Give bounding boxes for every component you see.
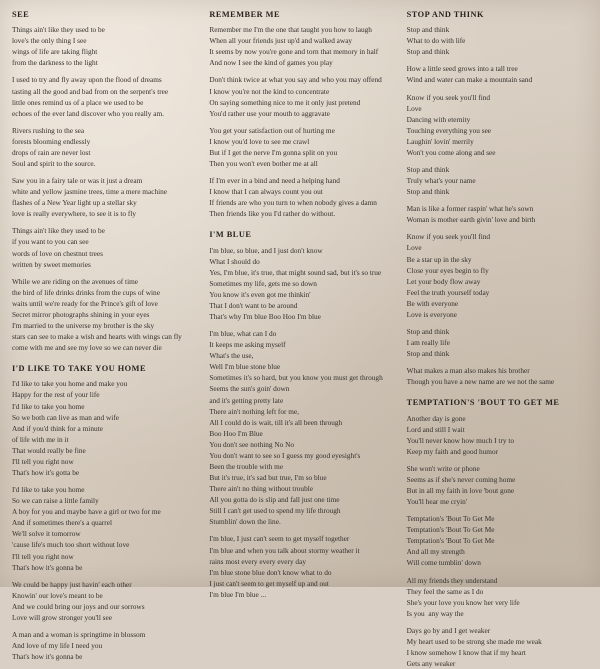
lyric-line: There ain't nothing left for me, <box>209 406 299 416</box>
lyric-line: little ones remind us of a place we used to be <box>12 97 144 107</box>
lyric-line: I'm blue, so blue, and I just don't know <box>209 245 323 255</box>
lyric-line: Stop and think <box>406 164 450 174</box>
lyric-line: That I don't want to be around <box>209 300 298 310</box>
lyric-line: Love <box>406 103 422 113</box>
song-title: I'M BLUE <box>209 230 252 240</box>
lyric-line: Yes, I'm blue, it's true, that might sound sad, but it's so true <box>209 267 382 277</box>
lyric-line: Stop and think <box>406 327 450 336</box>
lyric-line: Soul and spirit to the source. <box>12 158 96 168</box>
lyric-line: Love will grow stronger you'll see <box>12 612 113 622</box>
stanza <box>209 125 390 169</box>
lyric-line: words of love on chestnut trees <box>12 248 103 258</box>
lyric-line: love is really everywhere, to see it is to fly <box>12 209 137 219</box>
lyric-line: Temptation's 'Bout To Get Me <box>406 514 495 524</box>
lyric-line: Though you have a new name are we not the same <box>406 377 555 387</box>
stanza <box>407 463 588 507</box>
lyric-line: wings of life are taking flight <box>12 47 98 57</box>
lyric-line: And all my strength <box>406 547 465 557</box>
song-title: SEE <box>12 10 30 19</box>
lyric-line: 'cause life's much too short without love <box>12 540 130 550</box>
lyric-line: Days go by and I get weaker <box>406 625 491 635</box>
lyric-line: Woman is mother earth givin' love and birth <box>406 215 536 225</box>
lyric-line: Touching everything you see <box>406 125 492 135</box>
lyric-line: waits until we're ready for the Prince's gift of love <box>12 298 158 308</box>
lyric-line: Be a star up in the sky <box>406 254 472 264</box>
song-remember-me <box>209 10 390 219</box>
lyric-line: I know you'd love to see me crawl <box>209 136 310 146</box>
lyric-line: I'll tell you right now <box>12 551 74 561</box>
lyric-line: We'll solve it tomorrow <box>12 529 81 539</box>
lyric-line: Dancing with eternity <box>406 114 471 124</box>
lyric-line: I know somehow I know that if my heart <box>406 648 526 657</box>
lyric-line: Remember me I'm the one that taught you how to laugh <box>209 25 372 35</box>
lyric-line: Wind and water can make a mountain sand <box>406 75 533 85</box>
lyric-line: I'm blue, what can I do <box>209 329 277 339</box>
lyric-line: I'll tell you right now <box>12 456 74 466</box>
lyric-line: All you gotta do is slip and fall just one time <box>209 495 340 505</box>
lyric-line: Close your eyes begin to fly <box>406 265 489 275</box>
song-im-blue <box>209 230 390 600</box>
lyric-line: There ain't no thing without trouble <box>209 484 313 494</box>
lyric-line: If I'm ever in a bind and need a helping hand <box>209 176 340 186</box>
lyric-line: forests blooming endlessly <box>12 136 91 146</box>
lyric-line: You don't see nothing No No <box>209 439 295 449</box>
lyric-line: Laughin' lovin' merrily <box>406 136 474 146</box>
stanza <box>407 625 588 669</box>
lyric-line: That would really be fine <box>12 445 86 455</box>
lyric-line: It keeps me asking myself <box>209 340 286 350</box>
lyric-line: Well I'm blue stone blue <box>209 362 281 372</box>
stanza <box>407 513 588 568</box>
lyric-line: Secret mirror photographs shining in your eyes <box>12 309 150 319</box>
lyric-line: What makes a man also makes his brother <box>406 366 530 376</box>
lyric-line: You'll hear me cryin' <box>406 497 468 507</box>
stanza <box>209 245 390 323</box>
lyric-line: All my friends they understand <box>406 575 498 585</box>
lyric-line: I'm blue, I just can't seem to get myself together <box>209 534 350 544</box>
stanza <box>209 24 390 68</box>
stanza <box>407 365 588 387</box>
stanza <box>12 175 193 219</box>
lyric-line: What I should do <box>209 256 260 266</box>
song-title: STOP AND THINK <box>406 10 484 19</box>
lyric-line: drops of rain are never lost <box>12 147 91 157</box>
lyric-line: You'll never know how much I try to <box>406 435 515 445</box>
lyric-line: Will come tumblin' down <box>406 558 481 568</box>
lyric-line: On saying something nice to me it only just pretend <box>209 97 361 107</box>
lyric-line: I'm blue stone blue don't know what to do <box>209 567 332 577</box>
stanza <box>12 74 193 118</box>
stanza <box>407 92 588 158</box>
lyric-line: Stop and think <box>406 349 450 359</box>
lyric-line: rains most every every every day <box>209 556 306 566</box>
lyric-line: So we both can live as man and wife <box>12 412 119 422</box>
stanza <box>407 575 588 619</box>
stanza <box>209 74 390 118</box>
lyrics-columns <box>12 10 588 669</box>
lyric-line: Seems the sun's goin' down <box>209 384 290 394</box>
lyrics-column-3 <box>406 10 588 669</box>
lyric-line: Boo Hoo I'm Blue <box>209 428 263 438</box>
song-temptations-bout-to-get-me <box>407 398 588 669</box>
lyric-line: I'd like to take you home and make you <box>12 379 128 389</box>
lyric-line: Let your body flow away <box>406 276 481 286</box>
lyric-line: Lord and still I wait <box>406 424 465 434</box>
stanza <box>12 24 193 68</box>
lyric-line: I'd like to take you home <box>12 485 85 495</box>
lyrics-column-2 <box>209 10 390 599</box>
lyric-line: A man and a woman is springtime in blossom <box>12 630 146 639</box>
lyric-line: Temptation's 'Bout To Get Me <box>406 525 495 535</box>
stanza <box>407 24 588 57</box>
lyric-line: And now I see the kind of games you play <box>209 58 333 68</box>
lyric-line: That's why I'm blue Boo Hoo I'm blue <box>209 311 321 321</box>
song-title: REMEMBER ME <box>209 10 281 19</box>
lyric-line: Still I can't get used to spend my life through <box>209 506 341 516</box>
lyric-line: Feel the truth yourself today <box>406 287 490 297</box>
stanza <box>12 276 193 354</box>
lyric-line: Sometimes it's so hard, but you know you must get through <box>209 373 383 383</box>
stanza <box>407 413 588 457</box>
lyric-line: She won't write or phone <box>406 463 480 473</box>
lyric-line: If friends are who you turn to when nobody gives a damn <box>209 198 377 208</box>
stanza <box>12 579 193 623</box>
lyric-line: Love is everyone <box>406 309 457 319</box>
stanza <box>209 328 390 527</box>
lyric-line: Stop and think <box>406 25 450 35</box>
lyric-line: stars can see to make a wish and hearts with wings can fly <box>12 332 182 342</box>
lyric-line: from the darkness to the light <box>12 58 98 68</box>
lyric-line: Love <box>406 243 422 253</box>
lyric-line: Won't you come along and see <box>406 147 496 157</box>
lyric-line: Things ain't like they used to be <box>12 226 105 236</box>
lyric-line: I used to try and fly away upon the flood of dreams <box>12 75 162 85</box>
song-stop-and-think <box>407 10 588 387</box>
lyric-line: Be with everyone <box>406 298 459 308</box>
lyric-line: Know if you seek you'll find <box>406 92 491 102</box>
lyric-line: Been the trouble with me <box>209 461 284 471</box>
lyric-line: Gets any weaker <box>406 659 456 669</box>
stanza <box>209 533 390 599</box>
lyric-line: My heart used to be strong she made me weak <box>406 636 542 646</box>
song-title: TEMPTATION'S 'BOUT TO GET ME <box>406 398 560 408</box>
stanza <box>407 203 588 225</box>
lyric-line: You'd rather use your mouth to aggravate <box>209 108 330 118</box>
lyric-line: When all your friends just up'd and walked away <box>209 36 353 46</box>
lyric-line: Don't think twice at what you say and who you may offend <box>209 75 382 85</box>
lyric-line: Truly what's your name <box>406 176 476 186</box>
lyric-line: I'm married to the universe my brother is the sky <box>12 321 155 330</box>
lyric-line: love's the only thing I see <box>12 36 87 46</box>
song-title: I'D LIKE TO TAKE YOU HOME <box>12 364 146 374</box>
song-id-like-to-take-you-home <box>12 364 193 662</box>
lyric-line: It seems by now you're gone and torn that memory in half <box>209 47 379 57</box>
stanza <box>407 326 588 359</box>
lyric-line: What's the use, <box>209 351 254 361</box>
stanza <box>12 484 193 573</box>
lyric-line: But if I get the nerve I'm gonna split on you <box>209 147 338 157</box>
lyric-line: They feel the same as I do <box>406 586 484 596</box>
lyric-line: And if sometimes there's a quarrel <box>12 518 112 528</box>
lyric-line: Saw you in a fairy tale or was it just a dream <box>12 176 143 186</box>
lyric-line: and it's getting pretty late <box>209 395 284 405</box>
lyric-line: And if you'd think for a minute <box>12 423 103 433</box>
lyric-line: Know if you seek you'll find <box>406 232 491 242</box>
lyric-line: And we could bring our joys and our sorrows <box>12 601 145 611</box>
lyric-line: That's how it's gotta be <box>12 467 80 477</box>
lyric-line: Temptation's 'Bout To Get Me <box>406 536 495 546</box>
lyric-line: So we can raise a little family <box>12 496 99 506</box>
stanza <box>12 125 193 169</box>
lyric-line: I know you're not the kind to concentrate <box>209 86 330 96</box>
lyric-line: I am really life <box>406 338 450 348</box>
lyric-line: Sometimes my life, gets me so down <box>209 278 317 288</box>
lyric-line: You get your satisfaction out of hurting me <box>209 125 335 135</box>
lyric-line: You know it's even got me thinkin' <box>209 289 311 299</box>
lyric-line: That's how it's gonna be <box>12 652 83 662</box>
song-see <box>12 10 193 353</box>
lyric-line: Seems as if she's never coming home <box>406 474 516 484</box>
lyric-line: I know that I can always count you out <box>209 187 323 197</box>
lyric-line: You don't want to see so I guess my good eyesight's <box>209 450 361 460</box>
lyric-line: I'm blue I'm blue ... <box>209 589 267 599</box>
lyric-line: Rivers rushing to the sea <box>12 125 85 135</box>
lyric-line: Keep my faith and good humor <box>406 446 499 456</box>
lyric-line: if you want to you can see <box>12 237 89 247</box>
stanza <box>12 378 193 478</box>
lyric-line: tasting all the good and bad from on the serpent's tree <box>12 86 169 96</box>
lyric-line: I just can't seem to get myself up and out <box>209 578 329 588</box>
lyric-line: What to do with life <box>406 36 466 46</box>
stanza <box>12 225 193 269</box>
lyric-line: of life with me in it <box>12 434 69 444</box>
stanza <box>12 629 193 662</box>
lyric-line: Knowin' our love's meant to be <box>12 590 103 600</box>
lyric-line: That's how it's gonna be <box>12 562 83 572</box>
lyric-line: Is you any way the <box>406 608 464 618</box>
lyric-line: While we are riding on the avenues of time <box>12 276 139 286</box>
lyric-line: And love of my life I need you <box>12 641 103 651</box>
lyric-line: Happy for the rest of your life <box>12 390 100 400</box>
stanza <box>407 231 588 320</box>
lyric-line: But in all my faith in love 'bout gone <box>406 485 515 495</box>
lyric-line: A boy for you and maybe have a girl or two for me <box>12 507 161 517</box>
lyric-line: come with me and see my love so we can never die <box>12 343 162 353</box>
lyric-line: I'm blue and when you talk about stormy weather it <box>209 545 360 555</box>
lyric-line: We could be happy just havin' each other <box>12 579 132 589</box>
lyric-line: Man is like a former raspin' what he's sown <box>406 204 534 214</box>
lyric-line: She's your love you know her very life <box>406 597 520 607</box>
lyric-line: the bird of life drinks drinks from the cups of wine <box>12 287 160 297</box>
lyric-line: Things ain't like they used to be <box>12 25 105 35</box>
lyric-line: I'd like to take you home <box>12 401 85 411</box>
stanza <box>407 63 588 85</box>
lyric-line: Another day is gone <box>406 413 466 423</box>
lyric-line: Stop and think <box>406 187 450 197</box>
lyric-line: Stop and think <box>406 47 450 57</box>
lyric-line: Then friends like you I'd rather do without. <box>209 209 336 219</box>
stanza <box>209 175 390 219</box>
lyric-line: All I could do is wait, till it's all been through <box>209 417 343 427</box>
lyric-line: white and yellow jasmine trees, time a mere machine <box>12 187 168 197</box>
stanza <box>407 164 588 197</box>
lyric-line: How a little seed grows into a tall tree <box>406 64 518 74</box>
lyric-line: Then you won't even bother me at all <box>209 158 318 168</box>
lyric-line: echoes of the ever land discover who you really am. <box>12 108 164 118</box>
lyric-line: But it's true, it's sad but true, I'm so blue <box>209 473 327 483</box>
lyric-line: Stumblin' down the line. <box>209 517 281 527</box>
lyrics-column-1 <box>12 10 193 662</box>
lyric-line: flashes of a New Year light up a stellar sky <box>12 198 137 208</box>
lyric-line: written by sweet memories <box>12 259 91 269</box>
